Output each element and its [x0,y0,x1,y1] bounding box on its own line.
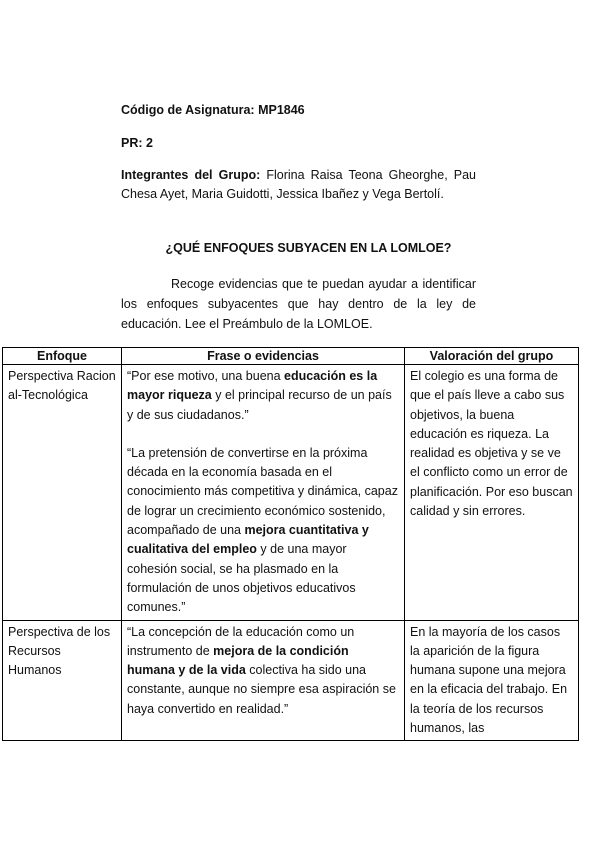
pr-label: PR: [121,136,143,150]
subject-code-value: MP1846 [258,103,305,117]
valoracion-cell: El colegio es una forma de que el país lleve a cabo sus objetivos, la buena educación es riqueza. La realidad es objetiva y se ve el conflicto como un error de planificación. Por eso buscan calidad y sin errores. [405,365,579,621]
header-enfoque: Enfoque [3,348,122,365]
valoracion-cell: En la mayoría de los casos la aparición de la figura humana supone una mejora en la eficacia del trabajo. En la teoría de los recursos humanos, las [405,620,579,741]
quote: “La pretensión de convertirse en la próxima década en la economía basada en el conocimiento más competitiva y dinámica, capaz de lograr un crecimiento económico sostenido, acompañado de una mejora cuantitativa y cualitativa del empleo y de una mayor cohesión social, se ha plasmado en la formulación de unos objetivos educativos comunes.” [127,445,398,615]
quote: “La concepción de la educación como un instrumento de mejora de la condición humana y de la vida colectiva ha sido una constante, aunque no siempre esa aspiración se haya convertido en realidad.” [127,624,396,716]
table-row [3,365,579,621]
header-valoracion: Valoración del grupo [405,348,579,365]
evidence-table [2,347,579,741]
enfoque-cell: Perspectiva de los Recursos Humanos [3,620,122,741]
intro-paragraph [121,274,476,334]
question-title: ¿QUÉ ENFOQUES SUBYACEN EN LA LOMLOE? [165,241,452,255]
quote: “Por ese motivo, una buena educación es la mayor riqueza y el principal recurso de un país y de sus ciudadanos.” [127,369,392,422]
team-label: Integrantes del Grupo: [121,168,261,182]
subject-code-label: Código de Asignatura: [121,103,255,117]
table-row [3,620,579,741]
pr-line [121,134,476,153]
evidence-cell [122,365,405,621]
subject-code-line [121,101,476,120]
enfoque-cell: Perspectiva Racional-Tecnológica [3,365,122,621]
header-frase: Frase o evidencias [122,348,405,365]
intro-text: Recoge evidencias que te puedan ayudar a identificar los enfoques subyacentes que hay dentro de la ley de educación. Lee el Preámbulo de la LOMLOE. [121,277,476,331]
team-names: Florina Raisa Teona Gheorghe, Pau Chesa Ayet, Maria Guidotti, Jessica Ibañez y Vega Bertolí. [121,168,476,201]
pr-value: 2 [146,136,153,150]
team-members [121,166,476,204]
table-header-row [3,348,579,365]
evidence-cell [122,620,405,741]
